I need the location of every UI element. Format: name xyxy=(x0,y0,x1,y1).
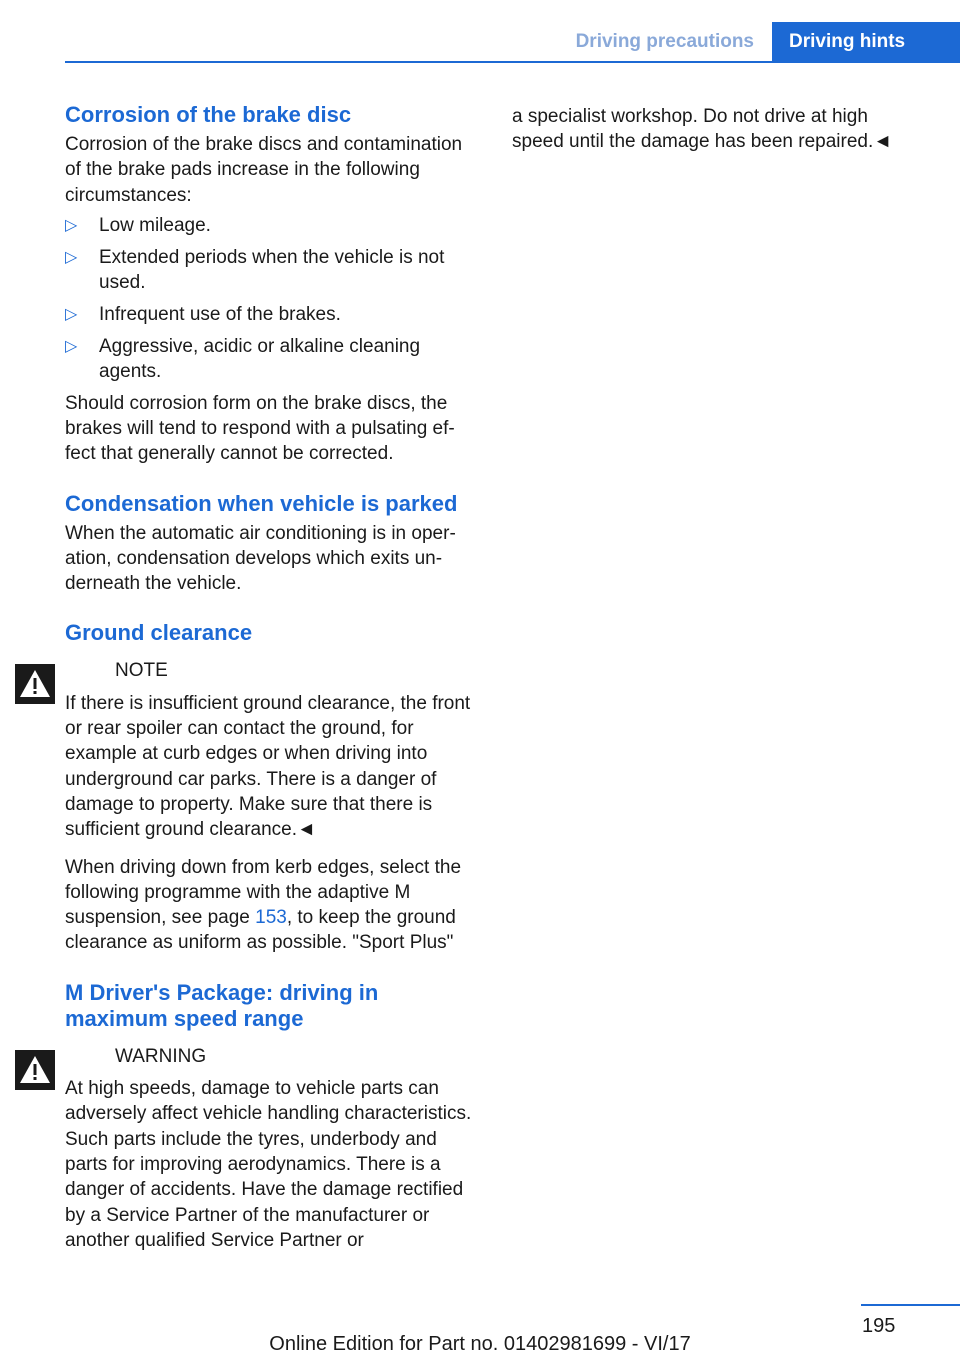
footer-rule xyxy=(861,1304,960,1306)
note-text: If there is insufficient ground clearance, the front or rear spoiler can contact the ground, for example at curb edges or when driving into underground car parks. There is a danger of damage to property. Make sure that there is sufficient ground clearance.◄ xyxy=(65,692,471,841)
list-item: ▷ Infrequent use of the brakes. xyxy=(65,302,477,327)
paragraph-corrosion-effect: Should corrosion form on the brake discs, the brakes will tend to respond with a pulsating effect that generally cannot be corrected. xyxy=(65,392,455,465)
page-number: 195 xyxy=(862,1315,896,1337)
triangle-bullet-icon: ▷ xyxy=(65,305,78,323)
note-label: NOTE xyxy=(115,660,168,682)
paragraph-corrosion-intro: Corrosion of the brake discs and contamination of the brake pads increase in the following circumstances: xyxy=(65,134,463,206)
paragraph-condensation: When the automatic air conditioning is in operation, condensation develops which exits underneath the vehicle. xyxy=(65,522,456,595)
warning-text: At high speeds, damage to vehicle parts can adversely affect vehicle handling characteristics. Such parts include the tyres, underbody and parts for improving aerodynamics. There is a danger of accidents. Have the damage rectified by a Service Partner of the manufacturer or another qualified Service Partner or xyxy=(65,1078,472,1251)
warning-notice xyxy=(65,1044,477,1253)
list-item: ▷ Aggressive, acidic or alkaline cleaning agents. xyxy=(65,335,421,382)
warning-label: WARNING xyxy=(115,1045,207,1067)
list-item: ▷ Low mileage. xyxy=(65,213,477,238)
edition-text: Online Edition for Part no. 01402981699 - VI/17 xyxy=(269,1333,691,1355)
page-header xyxy=(558,22,960,62)
note-notice xyxy=(65,658,477,842)
section-title: Driving precautions xyxy=(575,31,754,52)
paragraph-kerb-edges: When driving down from kerb edges, select the following programme with the adaptive M suspension, see page 153, to keep the ground clearance as uniform as possible. "Sport Plus" xyxy=(65,856,462,954)
warning-triangle-icon xyxy=(15,664,55,704)
triangle-bullet-icon: ▷ xyxy=(65,216,78,234)
circumstances-list xyxy=(65,213,477,384)
chapter-title: Driving hints xyxy=(772,22,960,62)
right-column xyxy=(512,104,912,155)
left-column xyxy=(65,102,477,1253)
heading-brake-disc-corrosion: Corrosion of the brake disc xyxy=(65,102,352,127)
header-rule xyxy=(65,61,960,63)
heading-ground-clearance: Ground clearance xyxy=(65,620,253,646)
triangle-bullet-icon: ▷ xyxy=(65,337,78,355)
warning-triangle-icon xyxy=(15,1050,55,1090)
paragraph-workshop: a specialist workshop. Do not drive at high speed until the damage has been repaired.◄ xyxy=(512,106,893,153)
list-item: ▷ Extended periods when the vehicle is not used. xyxy=(65,246,445,293)
heading-condensation: Condensation when vehicle is parked xyxy=(65,490,458,516)
heading-m-drivers-package: M Driver's Package: driving in maximum speed range xyxy=(65,979,379,1031)
triangle-bullet-icon: ▷ xyxy=(65,248,78,266)
page-reference-link[interactable]: 153 xyxy=(255,907,287,929)
